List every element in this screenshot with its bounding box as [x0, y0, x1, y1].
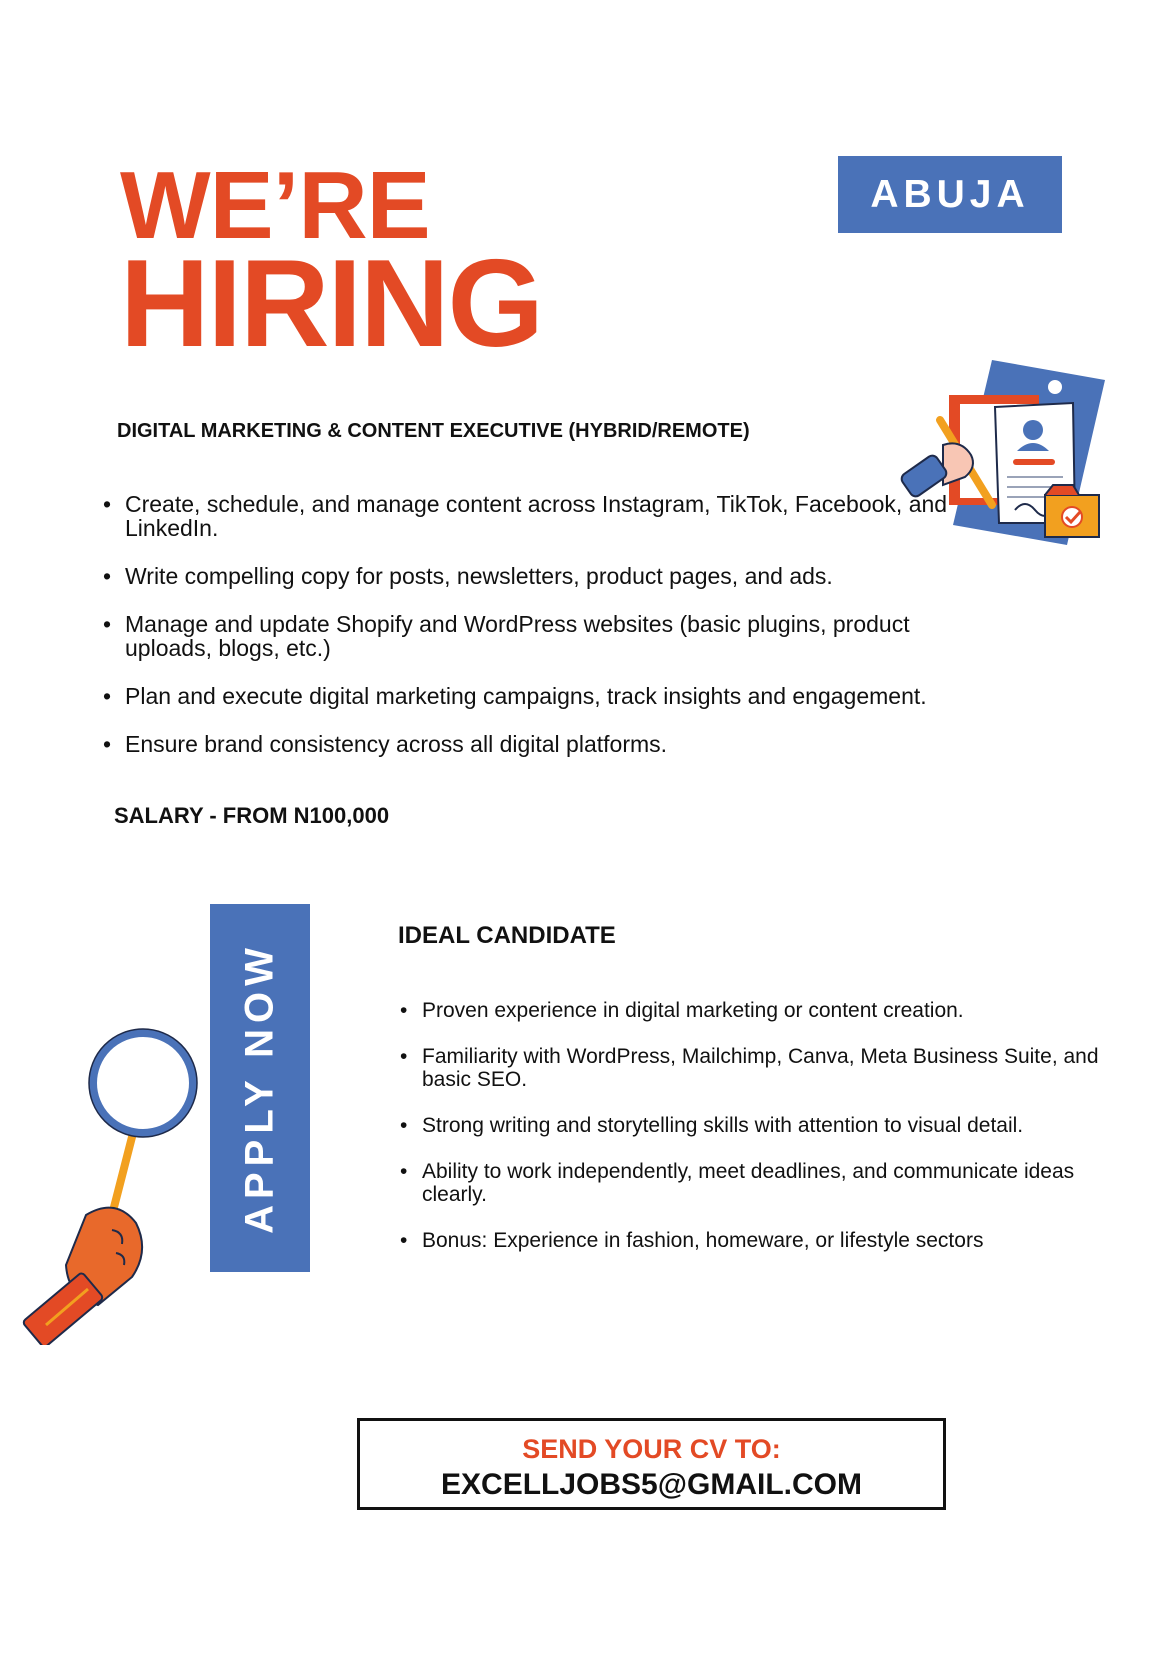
list-item: • Familiarity with WordPress, Mailchimp, Canva, Meta Business Suite, and basic SEO.: [400, 1045, 1140, 1091]
requirements-list: [400, 999, 1140, 1275]
contact-label: SEND YOUR CV TO:: [522, 1434, 781, 1464]
job-title: DIGITAL MARKETING & CONTENT EXECUTIVE (HYBRID/REMOTE): [117, 420, 750, 442]
list-item: • Ability to work independently, meet deadlines, and communicate ideas clearly.: [400, 1160, 1140, 1206]
list-item: • Strong writing and storytelling skills with attention to visual detail.: [400, 1114, 1140, 1137]
list-item: • Bonus: Experience in fashion, homeware, or lifestyle sectors: [400, 1229, 1140, 1252]
contact-email-link[interactable]: EXCELLJOBS5@GMAIL.COM: [441, 1468, 862, 1501]
list-item: • Proven experience in digital marketing or content creation.: [400, 999, 1140, 1022]
location-badge: [838, 156, 1062, 233]
list-item: • Manage and update Shopify and WordPress websites (basic plugins, product uploads, blogs, etc.): [103, 612, 963, 660]
list-item: • Plan and execute digital marketing campaigns, track insights and engagement.: [103, 684, 963, 708]
apply-now-banner[interactable]: [210, 904, 310, 1272]
list-item: • Write compelling copy for posts, newsletters, product pages, and ads.: [103, 564, 963, 588]
headline-were: WE’RE: [120, 152, 430, 259]
magnifying-glass-icon: [20, 1025, 210, 1345]
salary-text: SALARY - FROM N100,000: [114, 803, 390, 828]
apply-now-label: APPLY NOW: [237, 942, 282, 1234]
location-label: ABUJA: [870, 172, 1030, 216]
ideal-candidate-heading: IDEAL CANDIDATE: [398, 922, 616, 949]
list-item: • Create, schedule, and manage content across Instagram, TikTok, Facebook, and LinkedIn.: [103, 492, 963, 540]
duties-list: [103, 492, 963, 780]
headline-hiring: HIRING: [120, 235, 542, 373]
list-item: • Ensure brand consistency across all digital platforms.: [103, 732, 963, 756]
contact-box: [357, 1418, 946, 1510]
